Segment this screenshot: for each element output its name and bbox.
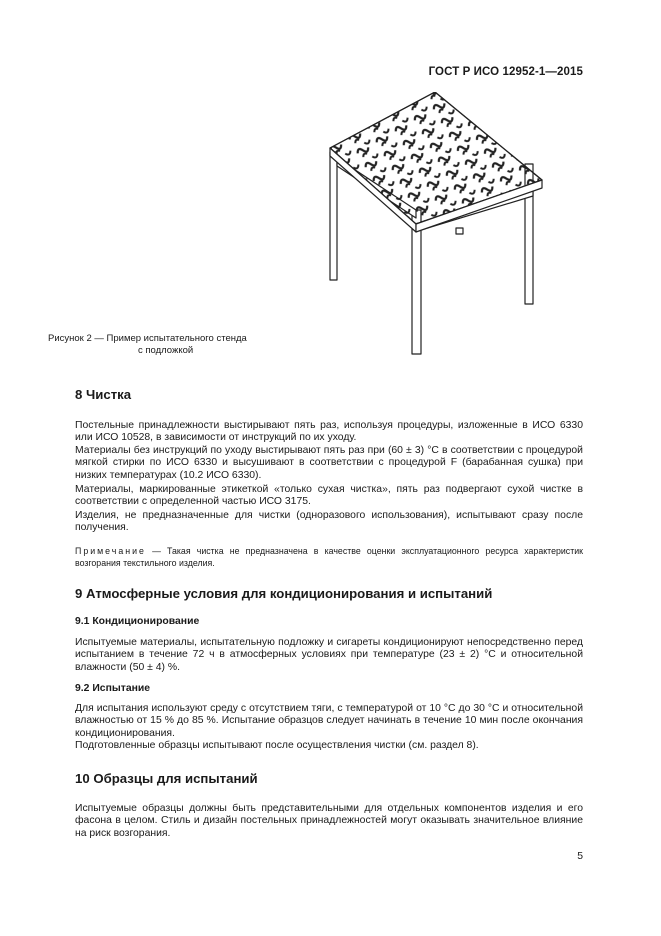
subsection-9-2-title: 9.2 Испытание (75, 683, 151, 694)
section-8-paragraph-4: Изделия, не предназначенные для чистки (одноразового использования), испытывают сразу после получения. (75, 510, 583, 534)
figure-caption (48, 333, 247, 357)
note-label: Примечание (75, 546, 146, 556)
subsection-9-2-paragraph-1: Для испытания используют среду с отсутствием тяги, с температурой от 10 °С до 30 °С и относительной влажностью от 15 % до 85 %. Испытание образцов следует начинать в течение 10 мин после окончания кондиционирования. (75, 703, 583, 739)
document-header: ГОСТ Р ИСО 12952-1—2015 (428, 66, 583, 78)
section-8-paragraph-2: Материалы без инструкций по уходу выстирывают пять раз при (60 ± 3) °С в соответствии с процедурой мягкой стирки по ИСО 6330 и высушивают в соответствии с процедурой F (барабанная сушка) при низких температурах (10.2 ИСО 6330). (75, 445, 583, 481)
caption-line-2: с подложкой (138, 345, 194, 356)
section-8-title: 8 Чистка (75, 387, 132, 402)
section-10-paragraph-1: Испытуемые образцы должны быть представительными для отдельных компонентов изделия и его фасона в целом. Стиль и дизайн постельных принадлежностей могут оказывать значительное влияние на риск возгорания. (75, 803, 583, 839)
page-number: 5 (577, 851, 583, 862)
test-stand-illustration (320, 92, 560, 362)
section-8-paragraph-1: Постельные принадлежности выстирывают пять раз, используя процедуры, изложенные в ИСО 6330 или ИСО 10528, в зависимости от инструкций по их уходу. (75, 420, 583, 444)
section-8-note (75, 545, 583, 570)
subsection-9-1-title: 9.1 Кондиционирование (75, 616, 200, 627)
caption-line-1: Рисунок 2 — Пример испытательного стенда (48, 333, 247, 344)
note-text: — Такая чистка не предназначена в качестве оценки эксплуатационного ресурса характеристик возгорания текстильного изделия. (75, 546, 583, 569)
section-10-title: 10 Образцы для испытаний (75, 771, 258, 786)
subsection-9-1-paragraph: Испытуемые материалы, испытательную подложку и сигареты кондиционируют непосредственно перед испытанием в течение 72 ч в атмосферных условиях при температуре (23 ± 2) °С и относительной влажности (50 ± 4) %. (75, 637, 583, 673)
section-9-title: 9 Атмосферные условия для кондиционирования и испытаний (75, 586, 493, 601)
subsection-9-2-paragraph-2: Подготовленные образцы испытывают после осуществления чистки (см. раздел 8). (75, 740, 479, 751)
section-8-paragraph-3: Материалы, маркированные этикеткой «только сухая чистка», пять раз подвергают сухой чистке в соответствии с определенной частью ИСО 3175. (75, 484, 583, 508)
